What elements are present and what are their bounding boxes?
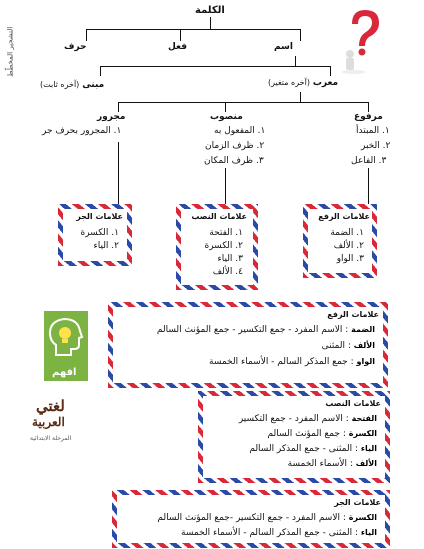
sign-box-genitive (58, 204, 132, 266)
detail-row: الواو : جمع المذكر السالم - الأسماء الخمسة (209, 357, 375, 367)
detail-title: علامات الجر (334, 498, 381, 507)
think-logo (44, 311, 88, 381)
brand-sub: المرحلة الابتدائية (30, 435, 72, 442)
nominative-item-3: ٣. الفاعل (351, 156, 387, 166)
head-bulb-icon (44, 311, 88, 367)
sign-item: ١. الكسرة (80, 228, 119, 238)
sign-item: ٤. الألف (212, 267, 243, 277)
nominative-item-1: ١. المبتدأ (356, 126, 390, 136)
case-accusative: منصوب (210, 112, 243, 122)
detail-box-accusative (198, 391, 390, 483)
sign-box-title: علامات الرفع (318, 212, 370, 221)
case-genitive: مجرور (97, 112, 126, 122)
sign-item: ١. الضمة (330, 228, 364, 238)
sign-item: ٢. الألف (333, 241, 364, 251)
nominative-item-2: ٢. الخبر (361, 141, 391, 151)
detail-row: الياء : المثنى - جمع المذكر السالم - الأسماء الخمسة (181, 528, 377, 538)
type-noun: اسم (274, 42, 293, 52)
brand-line2: العربية (32, 415, 65, 429)
sign-item: ٣. الواو (336, 254, 364, 264)
sign-box-nominative (303, 204, 377, 278)
tree-root: الكلمة (195, 5, 225, 16)
type-letter: حرف (64, 42, 87, 52)
brand-line1: لغتي (36, 397, 65, 415)
detail-row: الكسرة : الاسم المفرد - جمع التكسير -جمع المؤنث السالم (157, 513, 377, 523)
detail-row: الضمة : الاسم المفرد - جمع التكسير - جمع المؤنث السالم (156, 325, 375, 335)
sign-box-accusative (176, 204, 258, 290)
accusative-item-1: ١. المفعول به (214, 126, 266, 136)
kind-declinable: معرب (آخره متغير) (268, 78, 339, 88)
sign-item: ٢. الكسرة (204, 241, 243, 251)
think-label: افهم (52, 367, 77, 378)
sign-item: ٣. الياء (217, 254, 243, 264)
kind-indeclinable: مبنى (آخره ثابت) (40, 80, 105, 90)
type-verb: فعل (168, 42, 188, 52)
detail-box-genitive (112, 490, 390, 548)
sidebar-note: التشجير المخطّط (6, 26, 15, 77)
accusative-item-3: ٣. ظرف المكان (204, 156, 264, 166)
question-figure-icon (338, 6, 388, 76)
case-nominative: مرفوع (354, 112, 383, 122)
sign-item: ١. الفتحة (209, 228, 243, 238)
sign-box-title: علامات النصب (191, 212, 247, 221)
detail-row: الياء : المثنى - جمع المذكر السالم (249, 444, 377, 454)
brand-logo (26, 398, 86, 454)
accusative-item-2: ٢. ظرف الزمان (205, 141, 265, 151)
detail-row: الكسرة : جمع المؤنث السالم (267, 429, 377, 439)
sign-box-title: علامات الجر (76, 212, 123, 221)
detail-row: الألف : المثنى (321, 341, 375, 351)
sign-item: ٢. الياء (93, 241, 119, 251)
detail-title: علامات الرفع (327, 310, 379, 319)
detail-title: علامات النصب (325, 399, 381, 408)
detail-box-nominative (108, 302, 388, 388)
detail-row: الألف : الأسماء الخمسة (287, 459, 377, 469)
genitive-item-1: ١. المجرور بحرف جر (42, 126, 122, 136)
detail-row: الفتحة : الاسم المفرد - جمع التكسير (238, 414, 377, 424)
